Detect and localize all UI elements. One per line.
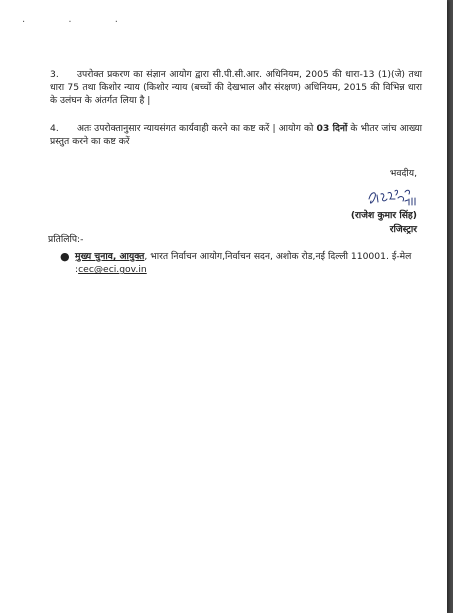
bullet-icon: ● <box>60 250 70 263</box>
paragraph-text-end: के भीतर जांच आख्या प्रस्तुत करने का कष्ट करें <box>50 123 422 148</box>
paragraph-4 <box>50 122 422 148</box>
signatory-name: (राजेश कुमार सिंह) <box>350 210 417 221</box>
paragraph-text: उपरोक्त प्रकरण का संज्ञान आयोग द्वारा सी.पी.सी.आर. अधिनियम, 2005 की धारा-13 (1)(जे) तथा धारा 75 तथा किशोर न्याय (किशोर न्याय (बच्चों की देखभाल और संरक्षण) अधिनियम, 2015 की विभिन्न धारा के उलंघन के अंतर्गत लिया है | <box>50 69 422 107</box>
paragraph-number: 4. <box>50 123 59 134</box>
signature-icon <box>365 181 425 211</box>
copy-to-text <box>75 250 432 276</box>
salutation: भवदीय, <box>389 168 417 179</box>
signatory-designation: रजिस्ट्रार <box>389 224 417 235</box>
copy-to-email[interactable]: cec@eci.gov.in <box>78 264 147 276</box>
copy-to-item <box>60 250 432 276</box>
copy-to-recipient: मुख्य चुनाव, आयुक्त <box>75 251 145 262</box>
top-marks: · · · <box>22 17 138 28</box>
paragraph-deadline: 03 दिनों <box>316 123 348 134</box>
copy-to-address: , भारत निर्वाचन आयोग,निर्वाचन सदन, अशोक रोड,नई दिल्ली 110001. ई-मेल : <box>75 251 412 276</box>
paragraph-3 <box>50 68 422 108</box>
paragraph-text-start: अतः उपरोक्तानुसार न्यायसंगत कार्यवाही करने का कष्ट करें | आयोग को <box>77 123 317 134</box>
copy-to-label: प्रतिलिपि:- <box>48 234 84 245</box>
paragraph-number: 3. <box>50 69 59 80</box>
